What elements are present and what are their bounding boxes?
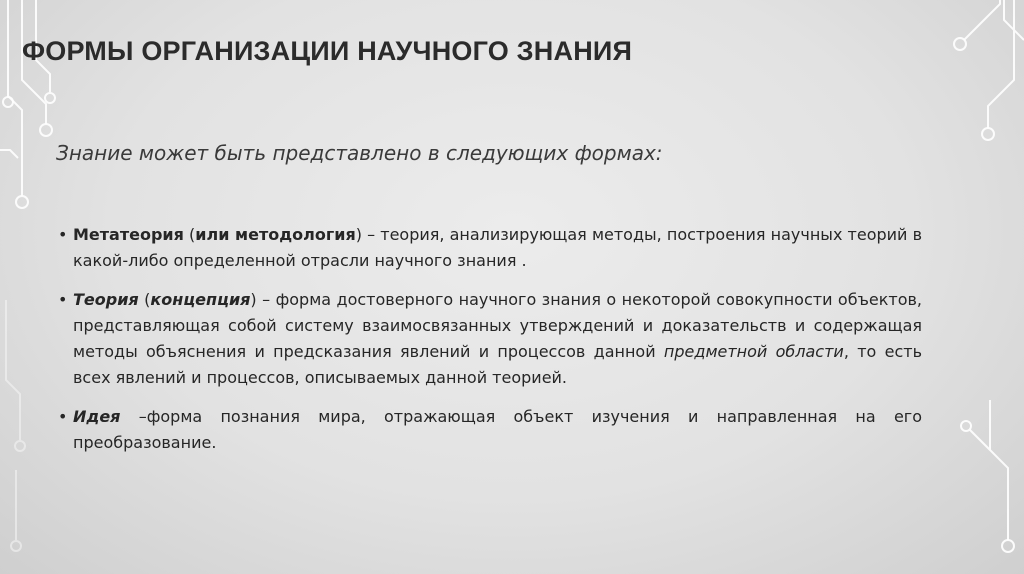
bullet-icon: •	[58, 290, 68, 309]
list-item-theory	[58, 287, 922, 391]
definition-part-b: , то есть всех явлений и процессов, описываемых данной теорией.	[73, 342, 922, 387]
bullet-icon: •	[58, 407, 68, 426]
term-paren: концепция	[150, 290, 251, 309]
definition: –форма познания мира, отражающая объект изучения и направленная на его преобразование.	[73, 407, 922, 452]
forms-list	[58, 222, 922, 469]
slide-subtitle: Знание может быть представлено в следующих формах:	[56, 141, 663, 165]
text: (	[138, 290, 151, 309]
slide-title: ФОРМЫ ОРГАНИЗАЦИИ НАУЧНОГО ЗНАНИЯ	[22, 36, 633, 66]
bullet-icon: •	[58, 225, 68, 244]
list-item-idea	[58, 404, 922, 456]
list-item-metatheory	[58, 222, 922, 274]
term: Метатеория	[73, 225, 184, 244]
definition-part-a: ) – форма достоверного научного знания о некоторой совокупности объектов, представляющая собой систему взаимосвязанных утверждений и доказательств и содержащая методы объяснения и предсказания явлений и процессов данной	[73, 290, 923, 361]
term: Идея	[73, 407, 121, 426]
italic-phrase: предметной области	[663, 342, 844, 361]
term: Теория	[73, 290, 139, 309]
definition: ) – теория, анализирующая методы, построения научных теорий в какой-либо определенной отрасли научного знания .	[73, 225, 923, 270]
term-paren: или методология	[195, 225, 356, 244]
text: (	[183, 225, 196, 244]
